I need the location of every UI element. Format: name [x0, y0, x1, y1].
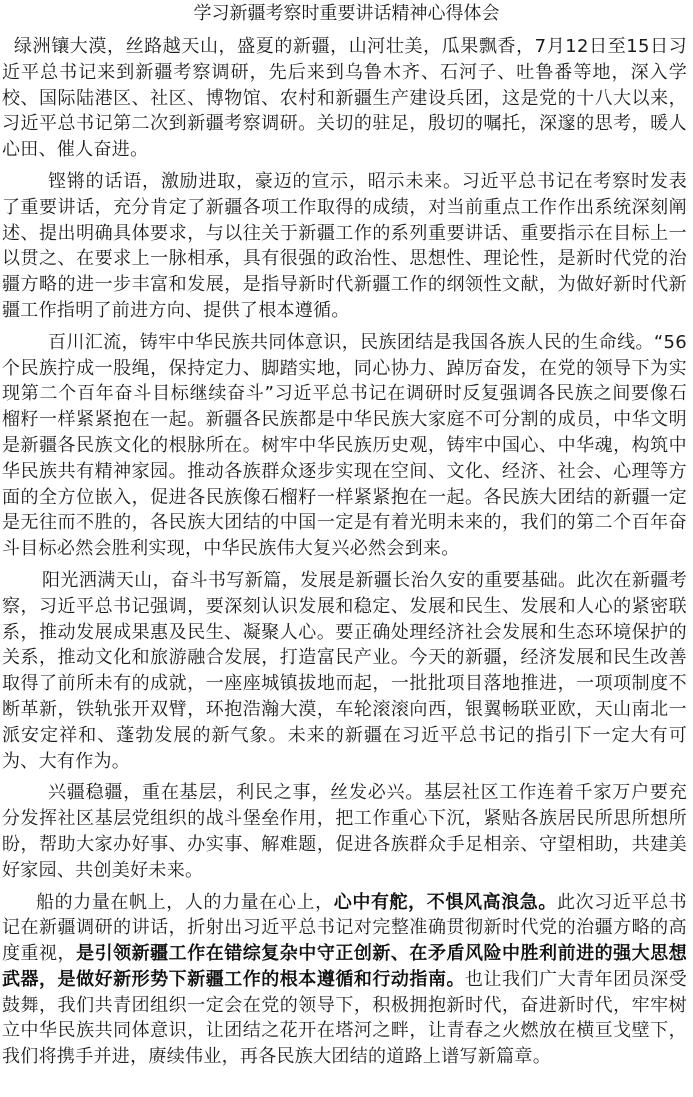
paragraph-ethnic-unity: 百川汇流，铸牢中华民族共同体意识，民族团结是我国各族人民的生命线。“56个民族拧成一股绳，保持定力、脚踏实地，同心协力、踔厉奋发，在党的领导下为实现第二个百年奋斗目标继续奋斗”习近平总书记在调研时反复强调各民族之间要像石榴籽一样紧紧抱在一起。新疆各民族都是中华民族大家庭不可分割的成员，中华文明是新疆各民族文化的根脉所在。树牢中华民族历史观，铸牢中国心、中华魂，构筑中华民族共有精神家园。推动各族群众逐步实现在空间、文化、经济、社会、心理等方面的全方位嵌入，促进各民族像石榴籽一样紧紧抱在一起。各民族大团结的新疆一定是无往而不胜的，各民族大团结的中国一定是有着光明未来的，我们的第二个百年奋斗目标必然会胜利实现，中华民族伟大复兴必然会到来。	[2, 331, 687, 560]
conclusion-sentence-1: 船的力量在帆上，人的力量在心上，	[36, 891, 334, 913]
conclusion-sentence-3: 此次习近平总书记在新疆调研的讲话，折射出习近平总书记对完整准确贯彻新时代党的治疆方略的高度重视，	[2, 891, 687, 965]
document-title: 学习新疆考察时重要讲话精神心得体会	[193, 3, 500, 24]
paragraph-development: 阳光洒满天山，奋斗书写新篇，发展是新疆长治久安的重要基础。此次在新疆考察，习近平总书记强调，要深刻认识发展和稳定、发展和民生、发展和人心的紧密联系，推动发展成果惠及民生、凝聚人心。要正确处理经济社会发展和生态环境保护的关系，推动文化和旅游融合发展，打造富民产业。今天的新疆，经济发展和民生改善取得了前所未有的成就，一座座城镇拔地而起，一批批项目落地推进，一项项制度不断革新，铁轨张开双臂，环抱浩瀚大漠，车轮滚滚向西，银翼畅联亚欧，天山南北一派安定祥和、蓬勃发展的新气象。未来的新疆在习近平总书记的指引下一定大有可为、大有作为。	[2, 569, 687, 772]
conclusion-sentence-2-emphasis: 心中有舵，不惧风高浪急。	[333, 891, 558, 913]
paragraph-community-work: 兴疆稳疆，重在基层，利民之事，丝发必兴。基层社区工作连着千家万户要充分发挥社区基层党组织的战斗堡垒作用，把工作重心下沉，紧贴各族居民所思所想所盼，帮助大家办好事、办实事、解难题，促进各族群众手足相亲、守望相助，共建美好家园、共创美好未来。	[2, 782, 687, 881]
conclusion-sentence-4-emphasis: 是引领新疆工作在错综复杂中守正创新、在矛盾风险中胜利前进的强大思想武器，是做好新形势下新疆工作的根本遵循和行动指南。	[2, 943, 687, 990]
paragraph-conclusion	[0, 890, 693, 1071]
paragraph-important-speech: 铿锵的话语，激励进取，豪迈的宣示，昭示未来。习近平总书记在考察时发表了重要讲话，充分肯定了新疆各项工作取得的成绩，对当前重点工作作出系统深刻阐述、提出明确具体要求，与以往关于新疆工作的系列重要讲话、重要指示在目标上一以贯之、在要求上一脉相承，具有很强的政治性、思想性、理论性，是新时代党的治疆方略的进一步丰富和发展，是指导新时代新疆工作的纲领性文献，为做好新时代新疆工作指明了前进方向、提供了根本遵循。	[2, 170, 687, 321]
conclusion-sentence-5: 也让我们广大青年团员深受鼓舞，我们共青团组织一定会在党的领导下，积极拥抱新时代，奋进新时代，牢牢树立中华民族共同体意识，让团结之花开在塔河之畔，让青春之火燃放在横亘戈壁下，我们将携手并进，赓续伟业，再各民族大团结的道路上谱写新篇章。	[2, 968, 687, 1068]
paragraph-intro: 绿洲镶大漠，丝路越天山，盛夏的新疆，山河壮美，瓜果飘香，7月12日至15日习近平总书记来到新疆考察调研，先后来到乌鲁木齐、石河子、吐鲁番等地，深入学校、国际陆港区、社区、博物馆、农村和新疆生产建设兵团，这是党的十八大以来，习近平总书记第二次到新疆考察调研。关切的驻足，殷切的嘱托，深邃的思考，暖人心田、催人奋进。	[2, 36, 687, 161]
